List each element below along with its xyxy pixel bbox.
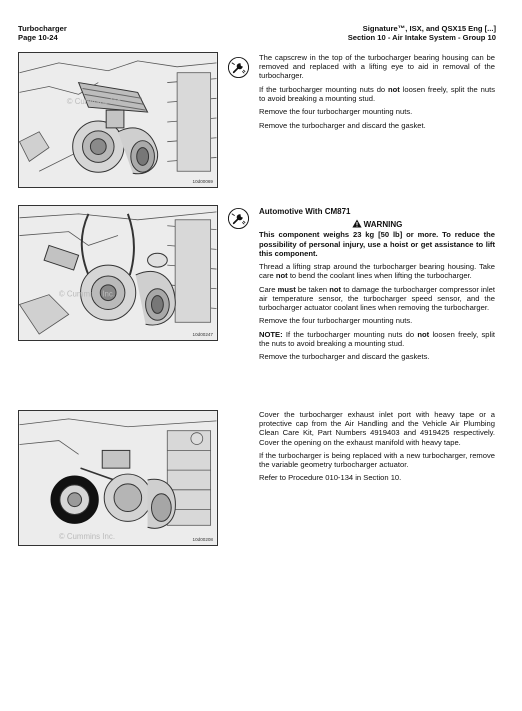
step1-instructions <box>259 53 495 134</box>
step1-para-4: Remove the turbocharger and discard the gasket. <box>259 120 426 130</box>
figure-code: 10d00247 <box>192 332 213 337</box>
step2-para-3: Remove the four turbocharger mounting nuts. <box>259 316 413 326</box>
step2-heading: Automotive With CM871 <box>259 207 351 216</box>
turbocharger-illustration <box>19 411 217 545</box>
figure-turbocharger-lifting-eye <box>18 52 218 188</box>
figure-code: 10d00069 <box>192 179 213 184</box>
warning-label-row <box>259 219 495 229</box>
warning-triangle-icon <box>352 219 362 228</box>
page-header-left <box>18 24 67 43</box>
figure-turbocharger-lifting-strap <box>18 205 218 341</box>
step1-para-3: Remove the four turbocharger mounting nuts. <box>259 107 413 117</box>
turbocharger-illustration <box>19 53 217 187</box>
step3-instructions <box>259 410 495 487</box>
page-number: Page 10-24 <box>18 33 58 43</box>
wrench-icon <box>227 207 250 230</box>
warning-label: WARNING <box>363 220 403 230</box>
figure-code: 10d00208 <box>192 537 213 542</box>
step3-para-2: If the turbocharger is being replaced with a new turbocharger, remove the variable geometry turbocharger actuator. <box>259 450 495 470</box>
step2-para-2: Care must be taken not to damage the turbocharger compressor inlet air temperature sensor, the turbocharger speed sensor, and the turbocharger actuator coolant lines when removing the turbocharger. <box>259 284 495 313</box>
warning-text: This component weighs 23 kg [50 lb] or more. To reduce the possibility of personal injury, use a hoist or get assistance to lift this component. <box>259 230 495 258</box>
figure-watermark: © Cummins Inc. <box>58 289 116 299</box>
step2-para-1: Thread a lifting strap around the turbocharger bearing housing. Take care not to bend the coolant lines when lifting the turbocharger. <box>259 262 495 281</box>
step3-para-3: Refer to Procedure 010-134 in Section 10. <box>259 473 402 483</box>
figure-watermark: © Cummins Inc. <box>66 97 123 107</box>
turbocharger-illustration <box>19 206 217 340</box>
figure-watermark: © Cummins Inc. <box>58 532 116 542</box>
manual-title: Signature™, ISX, and QSX15 Eng [...] <box>362 24 496 33</box>
step3-para-1: Cover the turbocharger exhaust inlet port with heavy tape or a protective cap from the Air Handling and the Vehicle Air Plumbing Clean Care Kit, Part Numbers 4919403 and 4919425 respectively. Cover the opening on the exhaust manifold with heavy tape. <box>259 410 495 447</box>
step1-para-2: If the turbocharger mounting nuts do not loosen freely, split the nuts to avoid breaking a mounting stud. <box>259 84 495 103</box>
section-subtitle: Section 10 - Air Intake System - Group 10 <box>347 33 496 43</box>
step2-para-5: Remove the turbocharger and discard the gaskets. <box>259 352 430 362</box>
page-header-right <box>348 24 496 43</box>
step1-para-1: The capscrew in the top of the turbocharger bearing housing can be removed and replaced with a lifting eye to aid in removal of the turbocharger. <box>259 53 495 81</box>
wrench-icon <box>227 56 250 79</box>
section-title: Turbocharger <box>18 24 67 33</box>
step2-para-4: NOTE: If the turbocharger mounting nuts do not loosen freely, split the nuts to avoid breaking a mounting stud. <box>259 329 496 348</box>
step2-instructions <box>259 207 495 365</box>
figure-turbocharger-exhaust-cover <box>18 410 218 546</box>
